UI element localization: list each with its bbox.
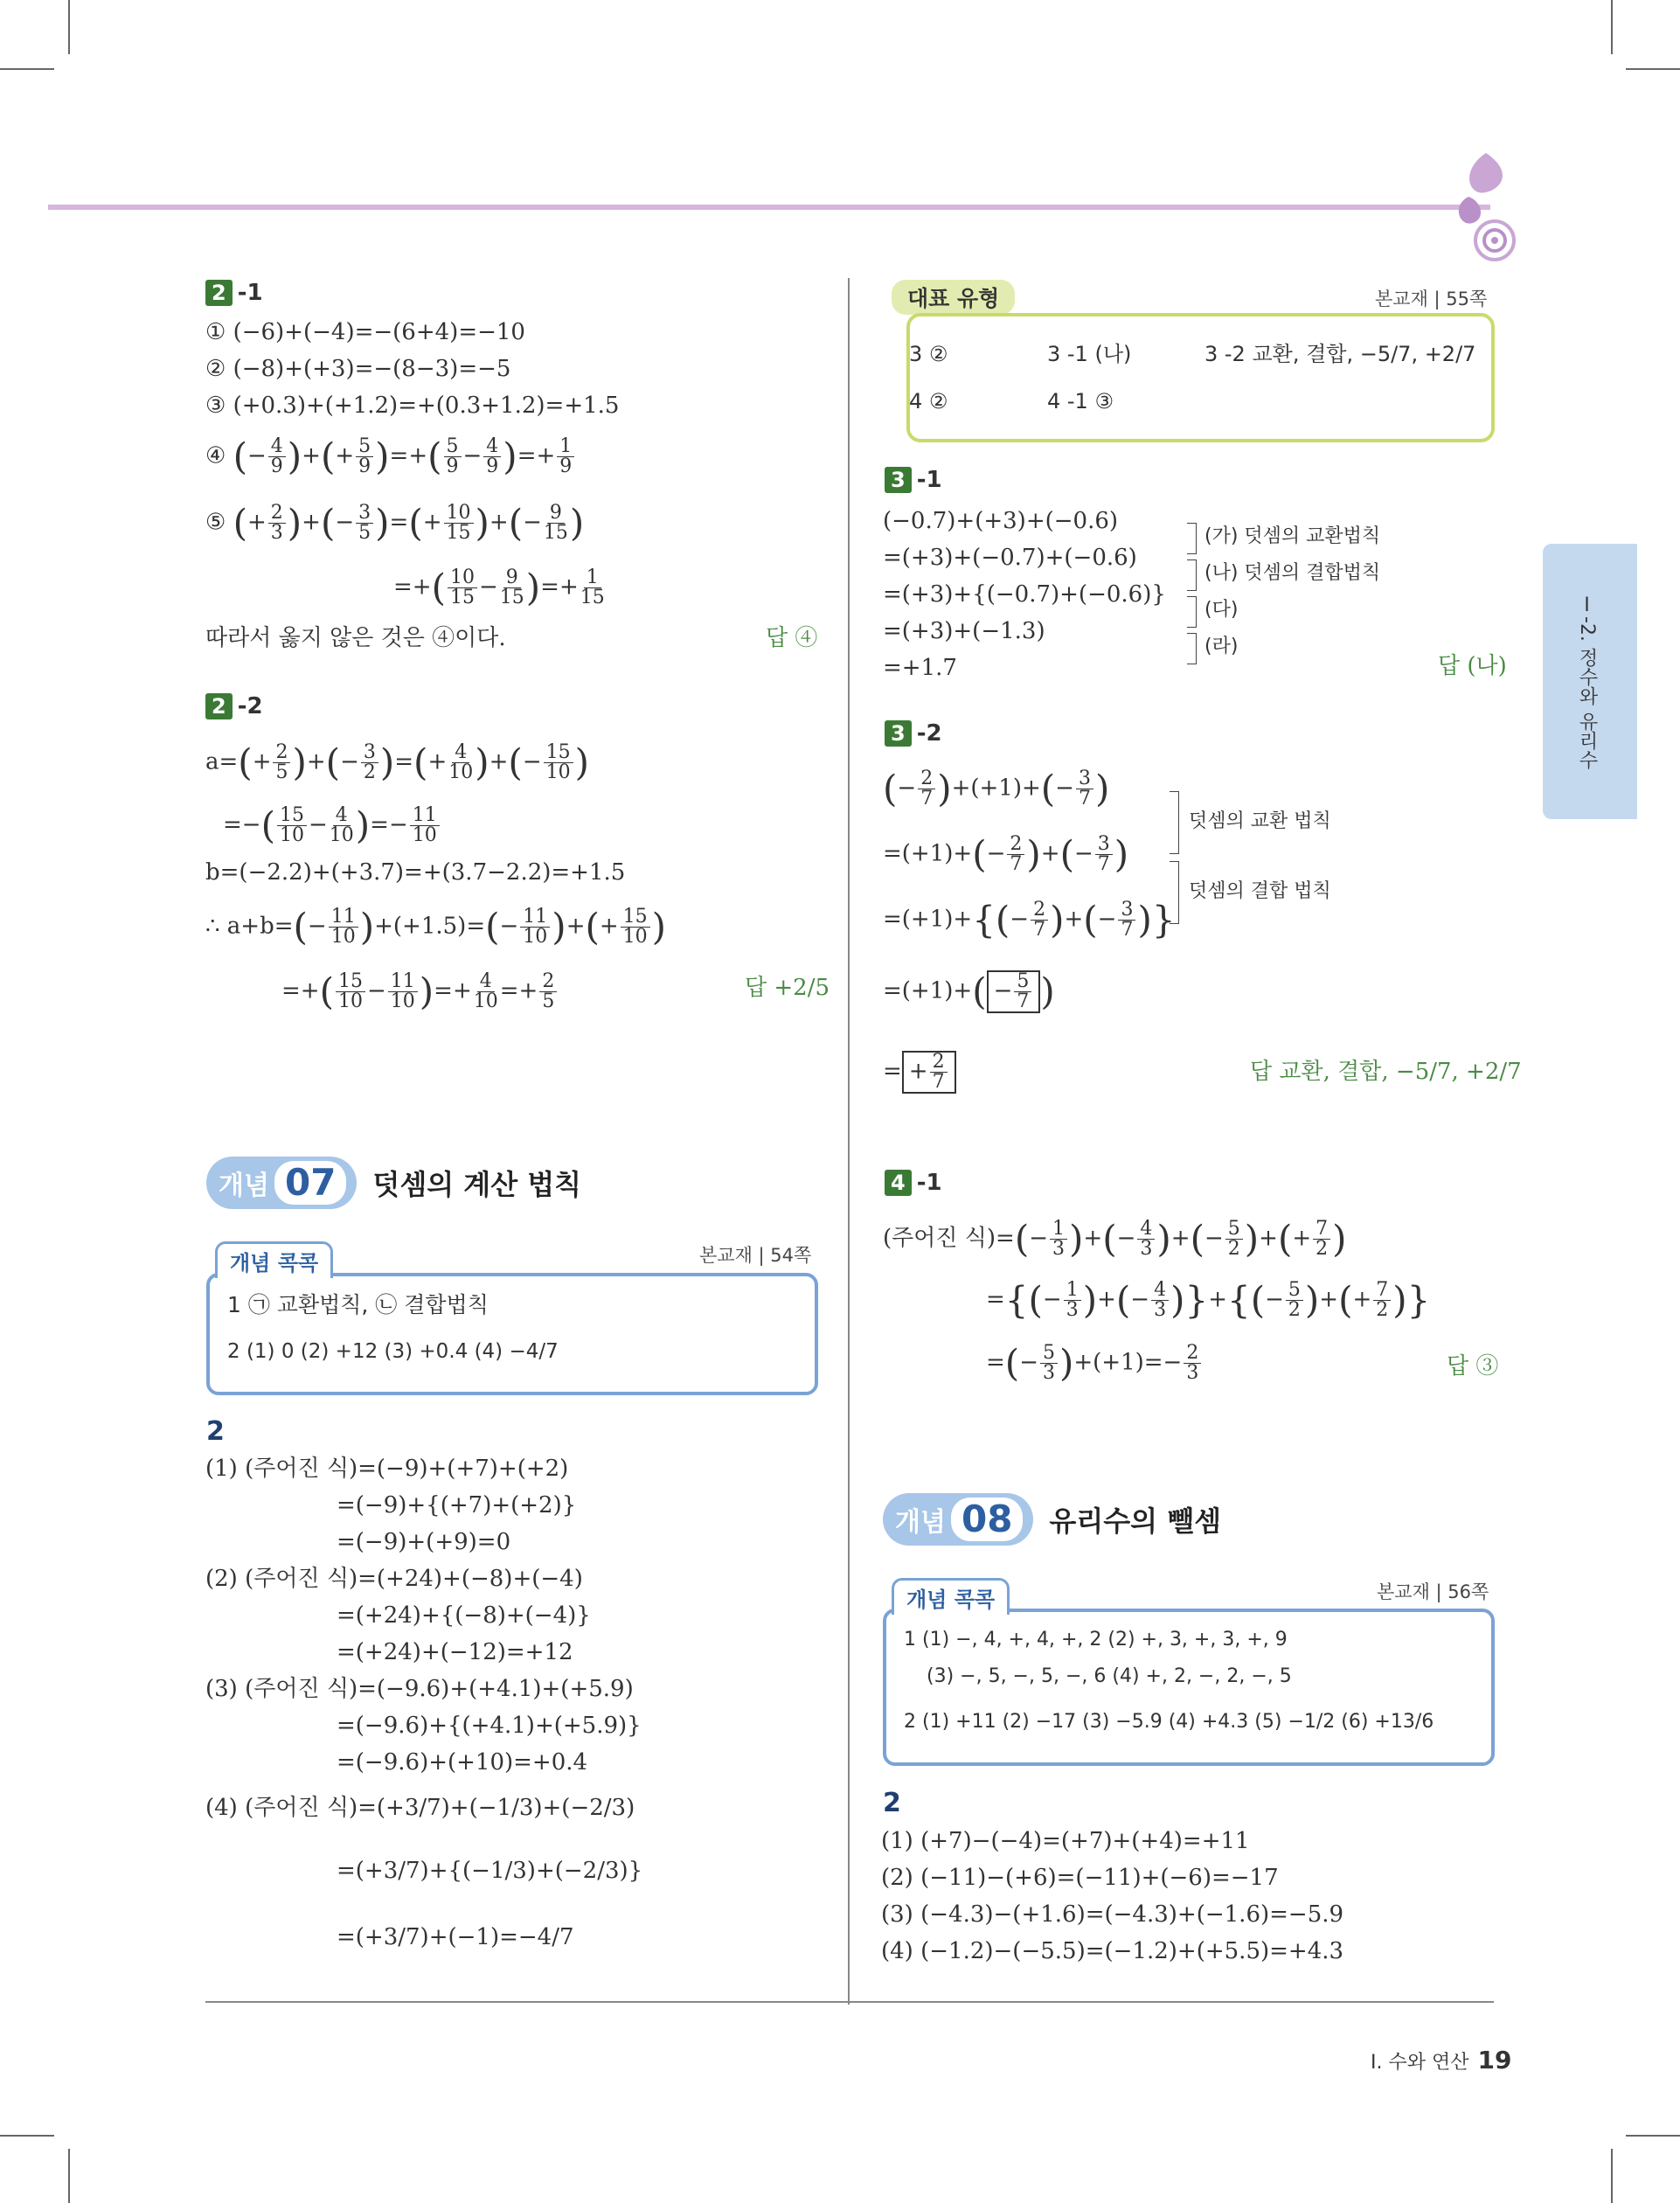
problem-number: -1 bbox=[237, 280, 263, 306]
chapter-side-label: Ⅰ-2. 정수와 유리수 bbox=[1576, 594, 1598, 769]
step-note: 덧셈의 결합 법칙 bbox=[1189, 880, 1331, 902]
solution-line: (1) (+7)−(−4)=(+7)+(+4)=+11 bbox=[881, 1828, 1250, 1854]
solution-line: ① (−6)+(−4)=−(6+4)=−10 bbox=[205, 319, 525, 345]
solution-line: =+1.7 bbox=[883, 655, 957, 681]
problem-2-1-header bbox=[205, 280, 263, 306]
concept-title: 덧셈의 계산 법칙 bbox=[372, 1168, 582, 1201]
solution-line-5: ⑤ (+ $\frac{2}{3}$ )+(− $\frac{3}{5}$ )=(+ $\frac{10}{15}$ )+(− $\frac{9}{15}$ ) bbox=[205, 501, 585, 545]
solution-line: =(+3)+{(−0.7)+(−0.6)} bbox=[883, 581, 1166, 608]
solution-line: =(+1)+{(− $\frac{2}{7}$ )+(− $\frac{3}{7}$ )} bbox=[883, 898, 1176, 942]
concept-tab: 개념 콕콕 bbox=[215, 1241, 333, 1278]
concept-label: 개념 bbox=[895, 1507, 946, 1538]
step-note: (다) bbox=[1204, 599, 1239, 621]
concept-label: 개념 bbox=[219, 1171, 269, 1201]
solution-line: =(−9)+(+9)=0 bbox=[337, 1529, 511, 1555]
step-brace bbox=[1170, 861, 1179, 924]
solution-line: =(+3/7)+{(−1/3)+(−2/3)} bbox=[337, 1858, 643, 1884]
a-result: =−( $\frac{15}{10}$ − $\frac{4}{10}$ )=− $\frac{11}{10}$ bbox=[223, 806, 441, 845]
sum-result: =+( $\frac{15}{10}$ − $\frac{11}{10}$ )=+ $\frac{4}{10}$ =+ $\frac{2}{5}$ bbox=[281, 972, 559, 1011]
crop-mark bbox=[1626, 2135, 1680, 2137]
problem-badge: 2 bbox=[205, 693, 233, 719]
answer-label: 답 (나) bbox=[1438, 653, 1507, 679]
problem-number: -2 bbox=[237, 693, 263, 719]
problem-3-1-header bbox=[885, 467, 942, 493]
problem-badge: 2 bbox=[205, 280, 233, 306]
solution-line: ={(− $\frac{1}{3}$ )+(− $\frac{4}{3}$ )}+{(− $\frac{5}{2}$ )+(+ $\frac{7}{2}$ )} bbox=[986, 1278, 1431, 1322]
solution-line: (2) (주어진 식)=(+24)+(−8)+(−4) bbox=[205, 1566, 583, 1592]
crop-mark bbox=[1626, 68, 1680, 70]
solution-line: =(+24)+(−12)=+12 bbox=[337, 1639, 573, 1665]
problem-number: -1 bbox=[916, 467, 942, 493]
solution-line: =(+1)+( − $\frac{5}{7}$ ) bbox=[883, 969, 1055, 1013]
representative-type-tab: 대표 유형 bbox=[892, 280, 1015, 315]
solution-line: =(+3)+(−0.7)+(−0.6) bbox=[883, 545, 1137, 571]
header-rule bbox=[48, 205, 1490, 210]
step-note: 덧셈의 교환 법칙 bbox=[1189, 810, 1331, 832]
concept-answer-row: 1 ㉠ 교환법칙, ㉡ 결합법칙 bbox=[227, 1292, 489, 1317]
answer-label: 답 ④ bbox=[766, 625, 818, 651]
answer-label: 답 ③ bbox=[1447, 1353, 1499, 1379]
step-note: (라) bbox=[1204, 636, 1239, 657]
textbook-reference: 본교재 | 56쪽 bbox=[1377, 1581, 1489, 1602]
crop-mark bbox=[0, 2135, 54, 2137]
choice-marker: ④ bbox=[205, 442, 226, 469]
concept-pill bbox=[883, 1493, 1033, 1546]
solution-line-4: ④ (− $\frac{4}{9}$ )+(+ $\frac{5}{9}$ )=+( $\frac{5}{9}$ − $\frac{4}{9}$ )=+ $\frac{1}{9}$ bbox=[205, 437, 576, 476]
solution-line: (3) (주어진 식)=(−9.6)+(+4.1)+(+5.9) bbox=[205, 1676, 634, 1702]
solution-line-5b: =+( $\frac{10}{15}$ − $\frac{9}{15}$ )=+ $\frac{1}{15}$ bbox=[393, 566, 605, 609]
concept-number: 07 bbox=[274, 1161, 346, 1205]
solution-line: =(+3)+(−1.3) bbox=[883, 618, 1045, 644]
problem-number: -1 bbox=[916, 1170, 942, 1196]
page-number: 19 bbox=[1477, 2046, 1512, 2074]
problem-number: 2 bbox=[206, 1416, 225, 1447]
concept-answer-row: 1 (1) −, 4, +, 4, +, 2 (2) +, 3, +, 3, +, 9 bbox=[904, 1629, 1288, 1651]
a-definition: a=(+ $\frac{2}{5}$ )+(− $\frac{3}{2}$ )=(+ $\frac{4}{10}$ )+(− $\frac{15}{10}$ ) bbox=[205, 740, 589, 784]
concept-07-heading bbox=[206, 1157, 581, 1209]
rep-answer: 3 -2 교환, 결합, −5/7, +2/7 bbox=[1204, 342, 1476, 366]
concept-answer-row: (3) −, 5, −, 5, −, 6 (4) +, 2, −, 2, −, 5 bbox=[927, 1665, 1292, 1687]
solution-line: =(−9)+{(+7)+(+2)} bbox=[337, 1492, 577, 1518]
solution-line: = + $\frac{2}{7}$ bbox=[883, 1051, 956, 1094]
bottom-rule bbox=[205, 2001, 1494, 2003]
choice-marker: ⑤ bbox=[205, 509, 226, 536]
answer-label: 답 +2/5 bbox=[745, 975, 830, 1001]
solution-line: (1) (주어진 식)=(−9)+(+7)+(+2) bbox=[205, 1456, 569, 1482]
crop-mark bbox=[68, 2149, 70, 2203]
problem-2-2-header bbox=[205, 693, 263, 719]
page-footer bbox=[1371, 2046, 1511, 2074]
problem-badge: 3 bbox=[885, 720, 912, 747]
conclusion-text: 따라서 옳지 않은 것은 ④이다. bbox=[205, 625, 506, 651]
problem-badge: 3 bbox=[885, 467, 912, 493]
problem-number: -2 bbox=[916, 720, 942, 747]
solution-line: =(+3/7)+(−1)=−4/7 bbox=[337, 1924, 574, 1950]
solution-line: =(+24)+{(−8)+(−4)} bbox=[337, 1602, 591, 1629]
solution-line: (4) (주어진 식)=(+3/7)+(−1/3)+(−2/3) bbox=[205, 1795, 635, 1821]
rep-answer: 3 -1 (나) bbox=[1047, 342, 1132, 366]
crop-mark bbox=[1611, 2149, 1613, 2203]
step-brace bbox=[1170, 791, 1179, 854]
step-brace bbox=[1187, 633, 1197, 664]
concept-answer-row: 2 (1) +11 (2) −17 (3) −5.9 (4) +4.3 (5) −1/2 (6) +13/6 bbox=[904, 1711, 1434, 1733]
crop-mark bbox=[0, 68, 54, 70]
rep-answer: 4 ② bbox=[909, 389, 948, 413]
representative-type-box bbox=[906, 313, 1495, 442]
step-brace bbox=[1187, 523, 1197, 554]
concept-number: 08 bbox=[951, 1498, 1023, 1541]
crop-mark bbox=[68, 0, 70, 54]
sum-line: ∴ a+b=(− $\frac{11}{10}$ )+(+1.5)=(− $\frac{11}{10}$ )+(+ $\frac{15}{10}$ ) bbox=[205, 905, 667, 949]
answer-label: 답 교환, 결합, −5/7, +2/7 bbox=[1250, 1059, 1522, 1085]
crop-mark bbox=[1611, 0, 1613, 54]
rep-answer: 4 -1 ③ bbox=[1047, 389, 1114, 413]
solution-line: (4) (−1.2)−(−5.5)=(−1.2)+(+5.5)=+4.3 bbox=[881, 1938, 1344, 1964]
textbook-reference: 본교재 | 55쪽 bbox=[1375, 288, 1488, 309]
problem-4-1-header bbox=[885, 1170, 942, 1196]
solution-line: =(+1)+(− $\frac{2}{7}$ )+(− $\frac{3}{7}$ ) bbox=[883, 832, 1129, 876]
solution-line: ② (−8)+(+3)=−(8−3)=−5 bbox=[205, 356, 511, 382]
textbook-reference: 본교재 | 54쪽 bbox=[699, 1245, 812, 1266]
step-note: (나) 덧셈의 결합법칙 bbox=[1204, 562, 1381, 584]
step-note: (가) 덧셈의 교환법칙 bbox=[1204, 525, 1381, 547]
solution-line: =(−9.6)+(+10)=+0.4 bbox=[337, 1749, 588, 1776]
column-divider bbox=[848, 278, 850, 2005]
solution-line: (− $\frac{2}{7}$ )+(+1)+(− $\frac{3}{7}$ ) bbox=[883, 767, 1110, 810]
solution-line: (3) (−4.3)−(+1.6)=(−4.3)+(−1.6)=−5.9 bbox=[881, 1901, 1344, 1928]
concept-pill bbox=[206, 1157, 357, 1209]
solution-line: (주어진 식)=(− $\frac{1}{3}$ )+(− $\frac{4}{3}$ )+(− $\frac{5}{2}$ )+(+ $\frac{7}{2}$ ) bbox=[883, 1217, 1347, 1261]
concept-tab: 개념 콕콕 bbox=[892, 1578, 1010, 1615]
problem-3-2-header bbox=[885, 720, 942, 747]
concept-answer-row: 2 (1) 0 (2) +12 (3) +0.4 (4) −4/7 bbox=[227, 1340, 559, 1363]
step-brace bbox=[1187, 559, 1197, 591]
solution-line: =(−9.6)+{(+4.1)+(+5.9)} bbox=[337, 1713, 642, 1739]
rep-answer: 3 ② bbox=[909, 342, 948, 366]
concept-08-heading bbox=[883, 1493, 1221, 1546]
concept-title: 유리수의 뺄셈 bbox=[1049, 1505, 1222, 1538]
flower-ornament-icon bbox=[1451, 144, 1521, 267]
solution-line: (2) (−11)−(+6)=(−11)+(−6)=−17 bbox=[881, 1865, 1279, 1891]
solution-line: (−0.7)+(+3)+(−0.6) bbox=[883, 508, 1119, 534]
solution-line: ③ (+0.3)+(+1.2)=+(0.3+1.2)=+1.5 bbox=[205, 393, 620, 419]
footer-section: Ⅰ. 수와 연산 bbox=[1371, 2052, 1469, 2074]
solution-line: =(− $\frac{5}{3}$ )+(+1)=− $\frac{2}{3}$ bbox=[986, 1344, 1203, 1383]
problem-number: 2 bbox=[883, 1788, 901, 1818]
problem-badge: 4 bbox=[885, 1170, 912, 1196]
step-brace bbox=[1187, 596, 1197, 628]
b-definition: b=(−2.2)+(+3.7)=+(3.7−2.2)=+1.5 bbox=[205, 859, 626, 886]
